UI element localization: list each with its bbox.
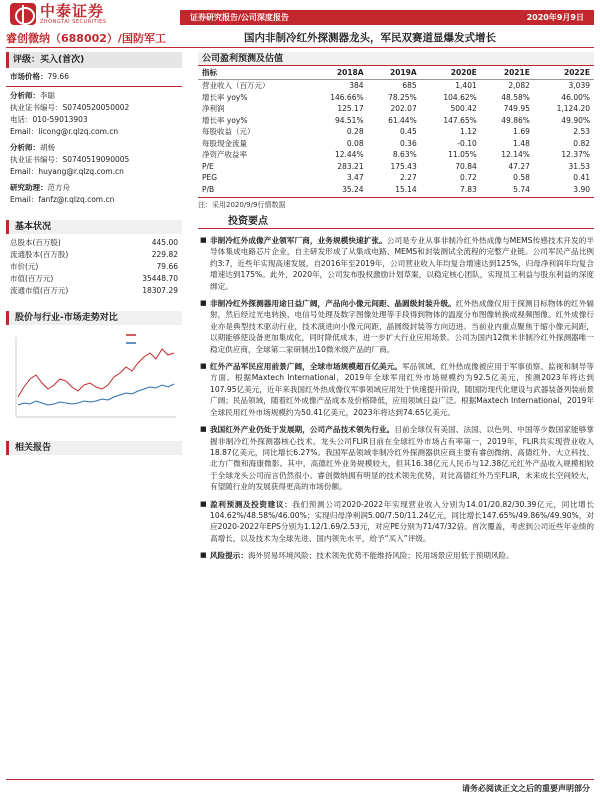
bullet-lead: 非制冷红外探测器用途日益广阔，产品向小像元间距、晶圆级封装升级。	[210, 299, 456, 309]
table-cell: 11.05%	[448, 150, 477, 159]
table-cell: 48.58%	[501, 92, 530, 102]
bullet-lead: 盈利预测及投资建议：	[210, 499, 293, 509]
table-cell: 147.65%	[443, 115, 477, 125]
table-cell: 0.41	[573, 173, 590, 182]
bullet-text: 军品领域，红外热成像被应用于军事侦察、监视和制导等方面。根据Maxtech International，2019年全球军用红外市场规模约为92.5亿美元，预测2023年将达到107.95亿美元，近年来我国红外热成像仪军事领域应用处于快速提升阶段，随国防现代化建设与武器装备列装前景广阔；民品领域，随着红外成像产品成本及价格降低，应用领域日益广泛。根据Maxtech International，2019年全球民用红外市场规模约为50.41亿美元，2023年将达到74.65亿美元。	[210, 362, 595, 417]
price-trend-chart	[6, 327, 182, 427]
table-cell: 7.83	[460, 184, 477, 194]
page-header	[0, 0, 600, 30]
table-cell: 35.24	[342, 184, 364, 194]
basic-status-table	[6, 237, 182, 297]
table-cell: 175.43	[390, 161, 417, 171]
bullet-lead: 非制冷红外成像产业领军厂商，业务规模快速扩张。	[210, 236, 387, 245]
summary-bullet	[198, 424, 594, 492]
table-cell: 8.63%	[392, 150, 417, 159]
bullet-text: 公司是专业从事非制冷红外热成像与MEMS传感技术开发的半导体集成电路芯片企业，自主研发形成了从集成电路、MEMS和封装测试全流程的完整产业链。公司军民产品比例约3:7，近些年实现高速发展，自2016年至2019年，公司营业收入年均复合增速达到125%，归母净利润年均复合增速达到175%。此外，2020年，公司发布股权激励计划草案，以稳定核心团队，实现员工利益与股东利益的深度绑定。	[210, 236, 594, 291]
table-cell: 15.14	[395, 184, 417, 194]
analyst-row: Email：licong@r.qlzq.com.cn	[10, 127, 119, 136]
report-type: 证券研究报告/公司深度报告	[190, 13, 289, 22]
title-line	[6, 30, 594, 48]
brand-logo	[10, 3, 107, 25]
bullet-text: 目前全球仅有美国、法国、以色列、中国等少数国家能够掌握非制冷红外探测器核心技术。龙头公司FLIR目前在全球红外市场占有率第一，2019年，FLIR共实现营业收入18.87亿美元，同比增长6.27%。我国军品领域非制冷红外探测器供应商主要有睿创微纳、高德红外、大立科技、北方广微和海康微影。其中，高德红外业务规模较大，但其16.38亿元人民币与12.38亿元红外产品收入规模相较于全球龙头公司而言仍然很小。睿创微纳拥有明显的技术领先优势，对比高德红外乃至FLIR，未来成长空间较大，有望随行业的发展获得更高的市场份额。	[210, 425, 594, 492]
trend-chart-svg	[6, 327, 182, 427]
bullet-text: 海外贸易环境风险；技术领先优势不能维持风险；民用场景应用低于预期风险。	[247, 551, 514, 561]
table-row	[198, 80, 594, 92]
brand-name-en: ZHONGTAI SECURITIES	[40, 19, 107, 25]
footer-disclaimer: 请务必阅读正文之后的重要声明部分	[462, 784, 590, 793]
stat-row: 市值(百万元) 35448.70	[10, 274, 178, 283]
summary-bullet	[198, 361, 594, 418]
analyst-row: 执业证书编号：S0740520050002	[10, 103, 130, 112]
analyst-list	[6, 90, 182, 206]
brand-name-cn: 中泰证券	[40, 2, 105, 20]
table-cell: 3,039	[568, 81, 590, 90]
stat-row: 总股本(百万股) 445.00	[10, 238, 178, 247]
table-cell: 70.84	[455, 161, 477, 171]
table-cell: 500.42	[450, 104, 477, 113]
table-row	[198, 126, 594, 138]
table-cell: 49.86%	[501, 115, 530, 125]
table-cell: 1.12	[460, 127, 477, 136]
market-price: 市场价格：79.66	[10, 72, 69, 81]
table-row	[198, 184, 594, 196]
table-cell: -0.10	[457, 138, 477, 148]
bullet-lead: 红外产品军民应用前景广阔，全球市场规模超百亿美元。	[210, 362, 403, 372]
analyst-row: 执业证书编号：S0740519090005	[10, 155, 130, 164]
summary-bullet	[198, 550, 594, 561]
table-row	[198, 149, 594, 161]
summary-bullet	[198, 235, 594, 292]
table-cell: 0.36	[400, 138, 417, 148]
forecast-header-row: 指标 2018A 2019A 2020E 2021E 2022E	[198, 66, 594, 80]
table-cell: 12.14%	[501, 150, 530, 159]
analyst-row: 分析师：李聪	[10, 91, 55, 100]
bullet-text: 红外热成像仪用于探测目标物体的红外辐射，然后经过光电转换、电信号处理及数字图像处理等手段得到物体的温度分布图像转换成视频图像。红外成像行业亦是典型技术驱动行业，技术演进向小像元间距、晶圆级封装等方向迈进。当前业内重点聚焦于缩小像元间距，以期能够使设备更加集成化，同时降低成本，进一步扩大行业应用场景。公司为国内12微米非制冷红外探测器唯一稳定供应商，全球第二家研制出10微米级产品的厂商。	[210, 299, 594, 354]
table-cell: 净利润	[202, 104, 225, 113]
basic-status-title: 基本状况	[6, 220, 182, 234]
table-cell: 1,124.20	[556, 104, 590, 113]
analyst-row: 电话：010-59013903	[10, 115, 88, 124]
table-cell: 净资产收益率	[202, 150, 247, 159]
table-row	[198, 103, 594, 115]
bullet-lead: 风险提示：	[210, 551, 248, 561]
table-cell: 49.90%	[561, 115, 590, 125]
bullet-text: 我们预测公司2020-2022年实现营业收入分别为14.01/20.82/30.39亿元，同比增长104.62%/48.58%/46.00%；实现归母净利润5.00/7.50/11.24亿元，同比增长147.65%/49.86%/49.90%，对应2020-2022年EPS分别为1.12/1.69/2.53元，对应PE分别为71/47/32倍。首次覆盖，考虑到公司近些年业绩的高增长，以及技术为全球先进、国内领先水平，给予“买入”评级。	[210, 499, 594, 543]
table-cell: 5.74	[513, 184, 530, 194]
table-cell: 0.82	[573, 138, 590, 148]
table-cell: 12.37%	[561, 150, 590, 159]
table-cell: 749.95	[503, 104, 530, 113]
table-cell: 125.17	[337, 104, 364, 113]
forecast-note: 注：采用2020/9/9行情数据	[198, 197, 594, 210]
table-cell: 0.58	[513, 173, 530, 182]
table-cell: P/B	[202, 184, 215, 194]
rating-bar: 评级：买入(首次)	[6, 52, 182, 68]
table-cell: 47.27	[508, 161, 530, 171]
summary-title: 投资要点	[198, 214, 594, 229]
stat-row: 市价(元) 79.66	[10, 262, 178, 271]
table-row	[198, 115, 594, 127]
company-name: 睿创微纳（688002）/国防军工	[6, 32, 166, 45]
analyst-row: Email：fanfz@r.qlzq.com.cn	[10, 195, 115, 204]
forecast-title: 公司盈利预测及估值	[198, 52, 594, 66]
table-cell: 每股收益（元）	[202, 127, 255, 136]
table-cell: 营业收入（百万元）	[202, 81, 270, 90]
table-cell: 0.72	[460, 173, 477, 182]
table-cell: 1.48	[513, 138, 530, 148]
stat-row: 流通股本(百万股) 229.82	[10, 250, 178, 259]
table-row	[198, 172, 594, 184]
table-cell: 685	[402, 81, 417, 90]
table-row	[198, 138, 594, 150]
table-cell: 2.27	[400, 173, 417, 182]
stat-row: 流通市值(百万元) 18307.29	[10, 286, 178, 295]
table-cell: 2,082	[508, 81, 530, 90]
table-row	[198, 161, 594, 173]
table-cell: 94.51%	[334, 115, 364, 125]
table-cell: 2.53	[573, 127, 590, 136]
series-line-company	[18, 349, 174, 397]
table-cell: 0.08	[346, 138, 364, 148]
table-cell: 202.07	[390, 104, 417, 113]
table-cell: 1.69	[513, 127, 530, 136]
analyst-row: 研究助理：范方舟	[10, 183, 70, 192]
table-cell: 31.53	[568, 161, 590, 171]
related-reports-title: 相关报告	[6, 441, 182, 455]
summary-bullet	[198, 298, 594, 355]
table-cell: 12.44%	[334, 150, 364, 159]
table-cell: 283.21	[337, 161, 364, 171]
table-cell: 增长率 yoy%	[202, 92, 248, 102]
table-cell: 0.45	[400, 127, 417, 136]
table-cell: 78.25%	[388, 92, 417, 102]
left-column	[6, 52, 182, 455]
report-date: 2020年9月9日	[526, 13, 584, 22]
table-cell: 3.90	[573, 184, 590, 194]
table-cell: 384	[349, 81, 364, 90]
report-type-band	[180, 10, 594, 25]
zhongtai-logo-icon	[10, 3, 36, 25]
table-row	[198, 92, 594, 104]
divider	[6, 86, 182, 87]
table-cell: 146.66%	[330, 92, 364, 102]
right-column	[198, 52, 594, 562]
forecast-table	[198, 66, 594, 195]
table-cell: 1,401	[455, 81, 477, 90]
table-cell: 增长率 yoy%	[202, 115, 248, 125]
table-cell: P/E	[202, 161, 214, 171]
bullet-lead: 我国红外产业仍处于发展期，公司产品技术领先行业。	[210, 425, 395, 435]
footer-divider	[6, 779, 594, 780]
trend-title: 股价与行业-市场走势对比	[6, 311, 182, 325]
analyst-row: 分析师：胡杨	[10, 143, 55, 152]
report-headline: 国内非制冷红外探测器龙头，军民双赛道显爆发式增长	[244, 32, 496, 44]
table-cell: 61.44%	[388, 115, 417, 125]
summary-bullet	[198, 499, 594, 545]
table-cell: 0.28	[346, 127, 364, 136]
table-cell: 46.00%	[561, 92, 590, 102]
table-cell: 3.47	[346, 173, 364, 182]
summary-bullets	[198, 235, 594, 562]
table-cell: 每股现金流量	[202, 138, 247, 148]
table-cell: PEG	[202, 173, 218, 182]
analyst-row: Email：huyang@r.qlzq.com.cn	[10, 167, 124, 176]
table-cell: 104.62%	[443, 92, 477, 102]
